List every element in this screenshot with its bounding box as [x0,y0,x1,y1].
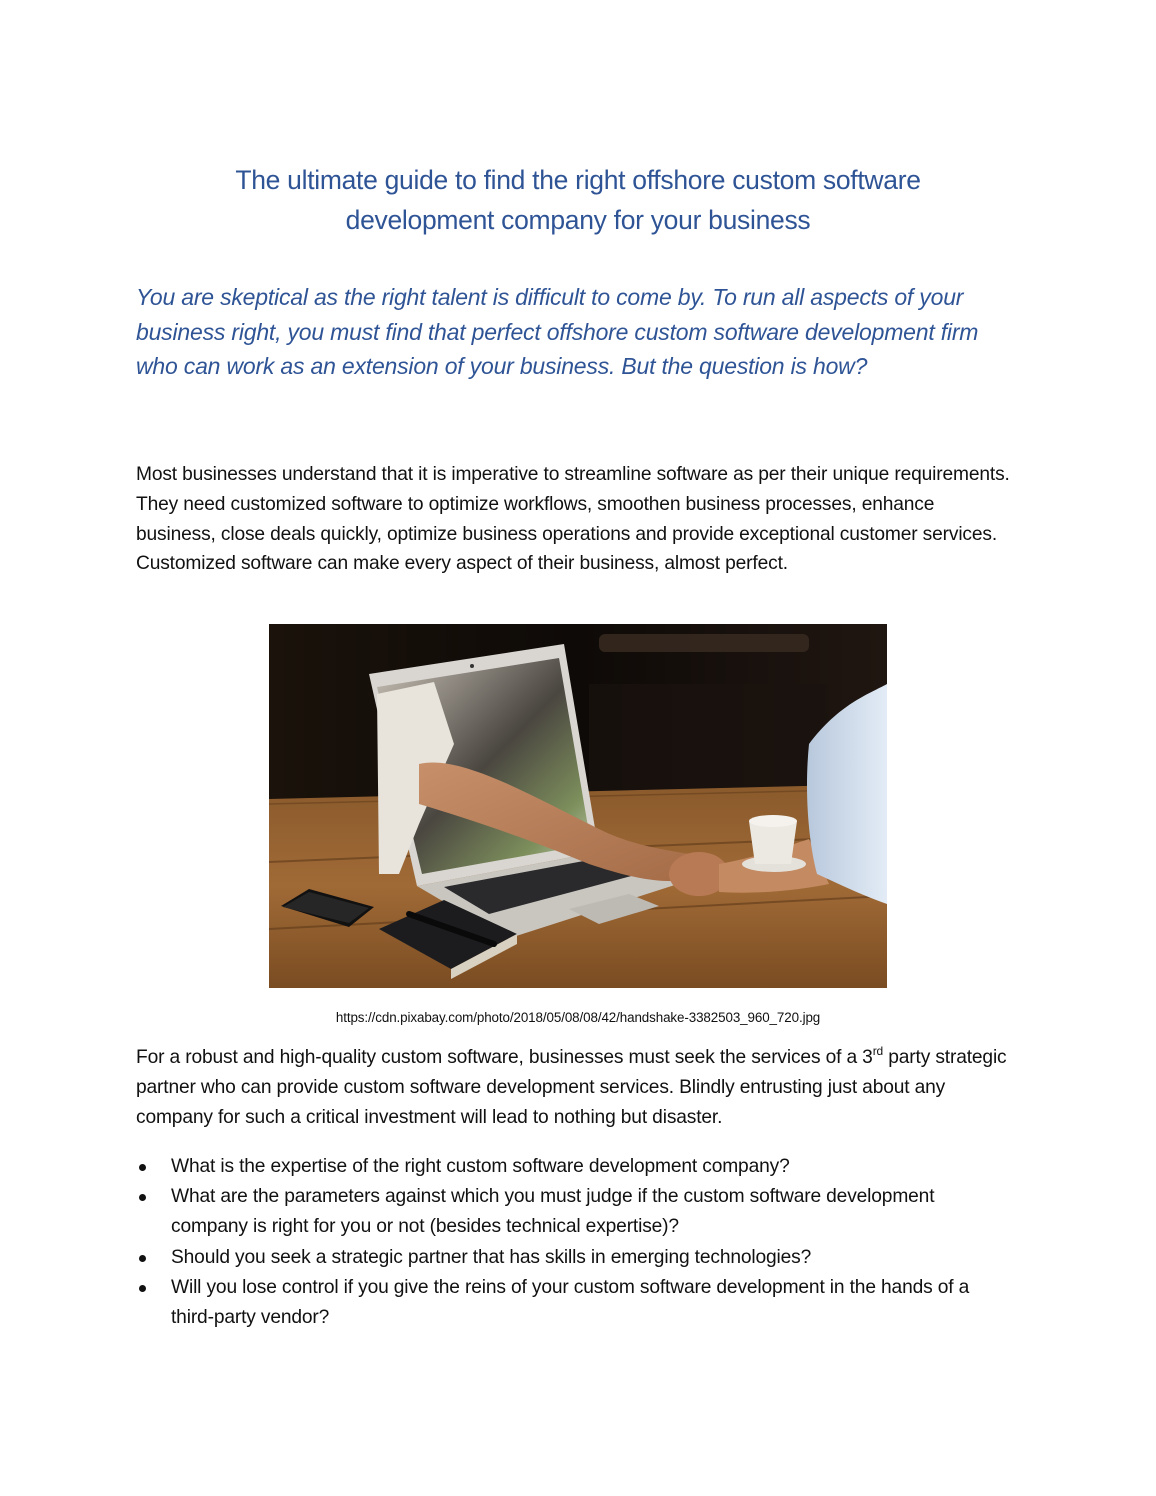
list-item-text: What is the expertise of the right custom software development company? [171,1156,790,1177]
bullet-icon [139,1164,146,1171]
title-line-2: development company for your business [345,205,811,235]
image-caption: https://cdn.pixabay.com/photo/2018/05/08/08/42/handshake-3382503_960_720.jpg [335,1010,821,1025]
bullet-icon [139,1255,146,1262]
question-list [136,1152,996,1333]
list-item [136,1273,996,1333]
paragraph-2 [136,1043,1016,1132]
document-title [136,160,1020,240]
intro-subtitle: You are skeptical as the right talent is difficult to come by. To run all aspects of your business right, you must find that perfect offshore custom software development firm who can work as an extension of your business. But the question is how? [136,284,979,379]
paragraph-2-text-b: party strategic partner who can provide custom software development services. Blindly entrusting just about any company for such a critical investment will lead to nothing but disaster. [136,1047,1007,1128]
ordinal-superscript: rd [872,1044,884,1058]
paragraph-2-text-a: For a robust and high-quality custom software, businesses must seek the services of a 3 [136,1047,873,1068]
paragraph-1: Most businesses understand that it is imperative to streamline software as per their unique requirements. They need customized software to optimize workflows, smoothen business processes, enhance business, close deals quickly, optimize business operations and provide exceptional customer services. Customized software can make every aspect of their business, almost perfect. [136,464,1010,575]
list-item [136,1152,996,1182]
list-item-text: Will you lose control if you give the reins of your custom software development in the hands of a third-party vendor? [171,1276,970,1329]
title-line-1: The ultimate guide to find the right offshore custom software [235,165,921,195]
list-item-text: Should you seek a strategic partner that has skills in emerging technologies? [171,1246,812,1268]
bullet-icon [139,1285,146,1292]
list-item [136,1182,996,1242]
list-item-text: What are the parameters against which you must judge if the custom software development company is right for you or not (besides technical expertise)? [171,1186,935,1238]
handshake-laptop-image [269,624,887,988]
bullet-icon [139,1194,146,1201]
list-item [136,1243,996,1273]
